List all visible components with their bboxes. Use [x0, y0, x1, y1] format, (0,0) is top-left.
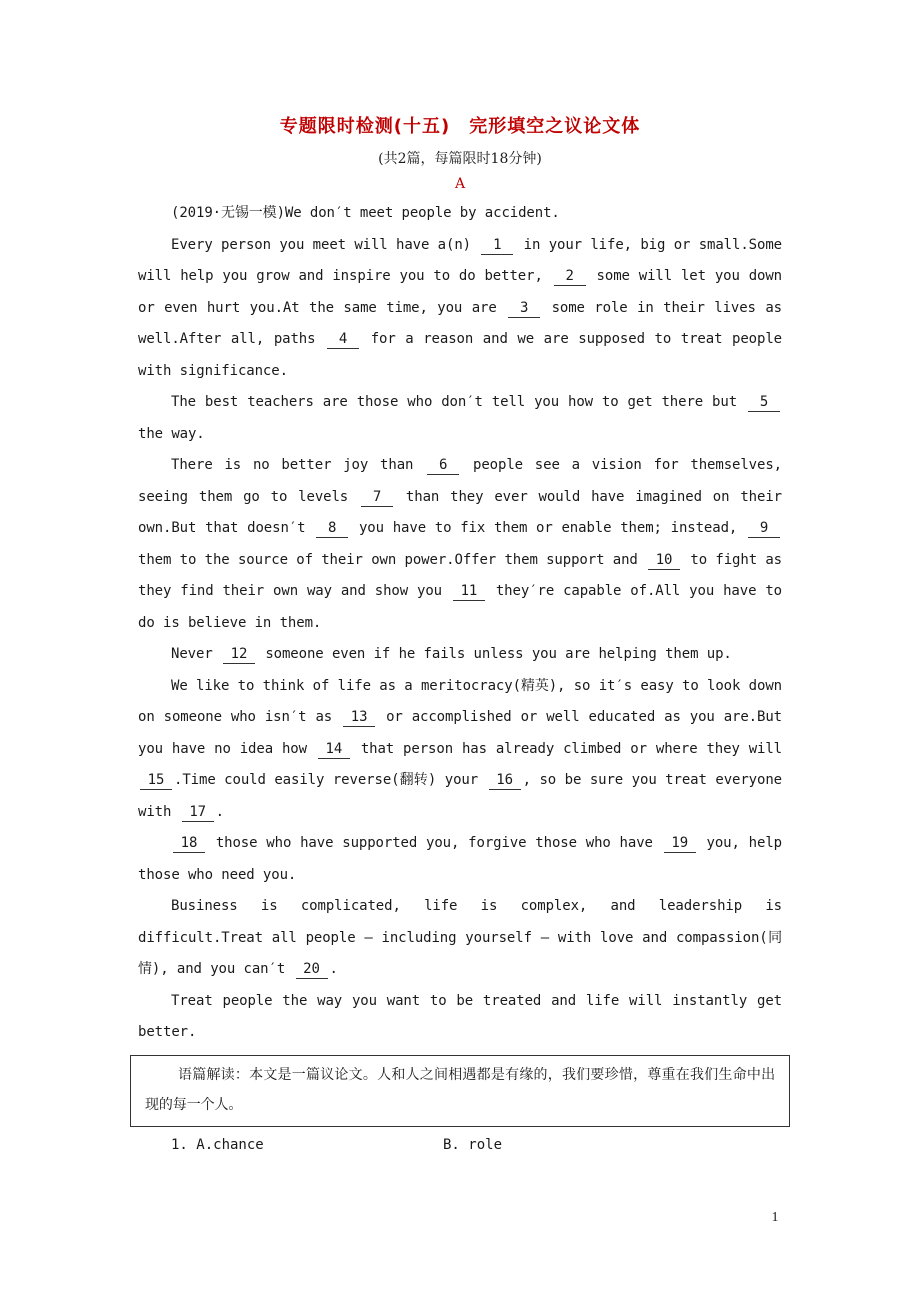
blank-19: 19 [664, 834, 696, 853]
passage-text: .Time could easily reverse(翻转) your [174, 772, 487, 788]
blank-8: 8 [316, 519, 348, 538]
passage-text: for a reason and we are supposed to treat people with significance. [138, 331, 782, 379]
passage-text: Business is complicated, life is complex, and leadership is difficult.Treat all people — including yourself — with love and compassion(同情), and you can′t [138, 898, 782, 977]
option-b: B. role [443, 1136, 503, 1153]
document-page [138, 112, 782, 1159]
blank-16: 16 [489, 771, 521, 790]
passage-text: those who have supported you, forgive those who have [207, 835, 662, 851]
blank-9: 9 [748, 519, 780, 538]
passage-text: . [215, 803, 224, 820]
section-label: A [454, 176, 466, 192]
blank-5: 5 [748, 393, 780, 412]
passage-text: . [329, 961, 338, 977]
paragraph-2 [138, 387, 782, 450]
passage-text: or accomplished or well educated as you are.But you have no idea how [138, 709, 782, 757]
passage-text: people see a vision for themselves, seeing them go to levels [138, 457, 782, 505]
page-number: 1 [771, 1210, 779, 1225]
passage-text: than they ever would have imagined on their own.But that doesn′t [138, 488, 782, 536]
page-title: 专题限时检测(十五) 完形填空之议论文体 [279, 116, 641, 137]
blank-14: 14 [318, 740, 350, 759]
passage-text: someone even if he fails unless you are helping them up. [256, 646, 732, 662]
passage-text: they′re capable of.All you have to do is believe in them. [138, 583, 782, 631]
passage-text: some role in their lives as well.After all, paths [138, 299, 782, 347]
option-a: 1. A.chance [171, 1136, 264, 1153]
analysis-text: 语篇解读：本文是一篇议论文。人和人之间相遇都是有缘的，我们要珍惜，尊重在我们生命中出现的每一个人。 [145, 1066, 775, 1113]
blank-15: 15 [140, 771, 172, 790]
analysis-box [130, 1055, 790, 1127]
blank-3: 3 [508, 299, 540, 318]
passage-text: We like to think of life as a meritocracy(精英), so it′s easy to look down on someone who isn′t as [138, 677, 782, 725]
passage-text: you, help those who need you. [138, 835, 782, 883]
blank-1: 1 [481, 236, 513, 255]
paragraph-3 [138, 450, 782, 639]
passage-text: them to the source of their own power.Offer them support and [138, 551, 647, 568]
passage-text: to fight as they find their own way and show you [138, 551, 783, 599]
passage-intro: (2019·无锡一模)We don′t meet people by accident. [171, 205, 560, 221]
blank-13: 13 [343, 708, 375, 727]
blank-7: 7 [361, 488, 393, 507]
passage-text: There is no better joy than [171, 457, 426, 473]
paragraph-5 [138, 671, 782, 829]
blank-17: 17 [182, 803, 214, 822]
paragraph-4 [138, 639, 782, 671]
passage-text: some will let you down or even hurt you.At the same time, you are [138, 268, 783, 316]
passage-text: that person has already climbed or where they will [351, 740, 783, 757]
paragraph-8: Treat people the way you want to be treated and life will instantly get better. [138, 992, 782, 1040]
blank-6: 6 [427, 456, 459, 475]
passage-text: you have to fix them or enable them; instead, [350, 520, 747, 536]
passage-text: Never [171, 646, 221, 662]
passage-text: the way. [138, 425, 205, 442]
blank-4: 4 [327, 330, 359, 349]
passage-text: , so be sure you treat everyone with [138, 772, 782, 820]
paragraph-6 [138, 828, 782, 891]
question-1-options [138, 1131, 782, 1159]
blank-12: 12 [223, 645, 255, 664]
blank-2: 2 [554, 267, 586, 286]
blank-18: 18 [173, 834, 205, 853]
passage-text: The best teachers are those who don′t tell you how to get there but [171, 394, 746, 410]
paragraph-7 [138, 891, 782, 986]
blank-10: 10 [648, 551, 680, 570]
blank-20: 20 [296, 960, 328, 979]
page-subtitle: (共2篇，每篇限时18分钟) [378, 151, 542, 167]
paragraph-1 [138, 230, 782, 388]
passage-text: in your life, big or small.Some will help you grow and inspire you to do better, [138, 236, 782, 284]
passage-text: Every person you meet will have a(n) [171, 236, 480, 253]
blank-11: 11 [453, 582, 485, 601]
